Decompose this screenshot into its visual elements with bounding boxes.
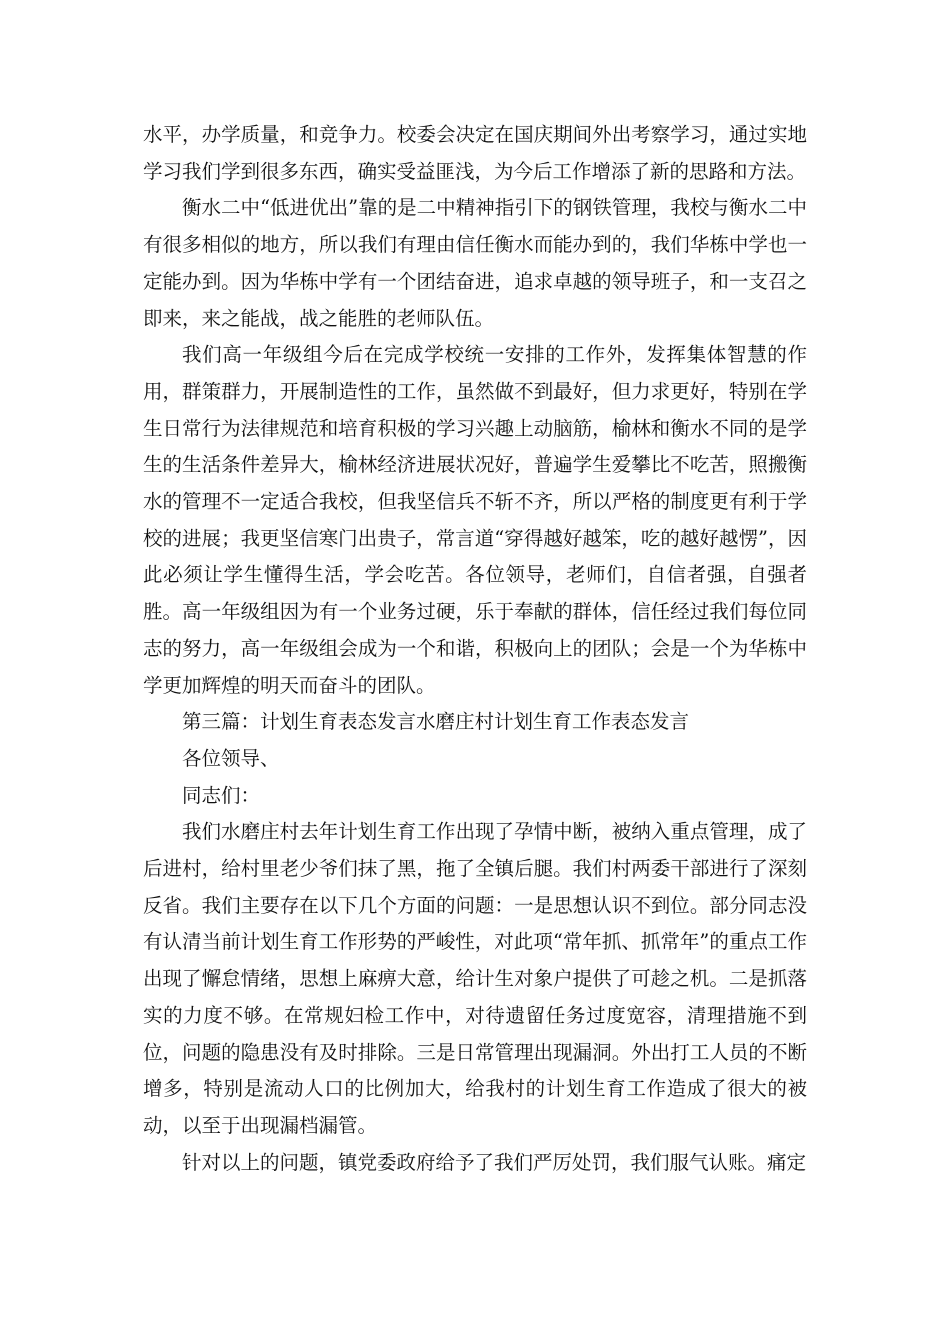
paragraph-hengshui: 衡水二中“低进优出”靠的是二中精神指引下的钢铁管理，我校与衡水二中有很多相似的地方，所以我们有理由信任衡水而能办到的，我们华栋中学也一定能办到。因为华栋中学有一个团结奋进，追求卓越的领导班子，和一支召之即来，来之能战，战之能胜的老师队伍。 bbox=[143, 196, 807, 330]
section-heading: 第三篇：计划生育表态发言水磨庄村计划生育工作表态发言 bbox=[182, 710, 690, 734]
paragraph-continuation: 水平，办学质量，和竞争力。校委会决定在国庆期间外出考察学习，通过实地学习我们学到很多东西，确实受益匪浅，为今后工作增添了新的思路和方法。 bbox=[143, 123, 807, 183]
paragraph-response: 针对以上的问题，镇党委政府给予了我们严厉处罚，我们服气认账。痛定 bbox=[182, 1150, 807, 1174]
salutation-leaders: 各位领导、 bbox=[182, 746, 280, 770]
document-body bbox=[143, 117, 807, 1181]
salutation-comrades: 同志们： bbox=[182, 783, 261, 807]
paragraph-grade-one: 我们高一年级组今后在完成学校统一安排的工作外，发挥集体智慧的作用，群策群力，开展制造性的工作，虽然做不到最好，但力求更好，特别在学生日常行为法律规范和培育积极的学习兴趣上动脑筋，榆林和衡水不同的是学生的生活条件差异大，榆林经济进展状况好，普遍学生爱攀比不吃苦，照搬衡水的管理不一定适合我校，但我坚信兵不斩不齐，所以严格的制度更有利于学校的进展；我更坚信寒门出贵子，常言道“穿得越好越笨，吃的越好越愣”，因此必须让学生懂得生活，学会吃苦。各位领导，老师们，自信者强，自强者胜。高一年级组因为有一个业务过硬，乐于奉献的群体，信任经过我们每位同志的努力，高一年级组会成为一个和谐，积极向上的团队；会是一个为华栋中学更加辉煌的明天而奋斗的团队。 bbox=[143, 343, 807, 697]
paragraph-village-problems: 我们水磨庄村去年计划生育工作出现了孕情中断，被纳入重点管理，成了后进村，给村里老少爷们抹了黑，拖了全镇后腿。我们村两委干部进行了深刻反省。我们主要存在以下几个方面的问题：一是思想认识不到位。部分同志没有认清当前计划生育工作形势的严峻性，对此项“常年抓、抓常年”的重点工作出现了懈怠情绪，思想上麻痹大意，给计生对象户提供了可趁之机。二是抓落实的力度不够。在常规妇检工作中，对待遗留任务过度宽容，清理措施不到位，问题的隐患没有及时排除。三是日常管理出现漏洞。外出打工人员的不断增多，特别是流动人口的比例加大，给我村的计划生育工作造成了很大的被动，以至于出现漏档漏管。 bbox=[143, 820, 807, 1137]
